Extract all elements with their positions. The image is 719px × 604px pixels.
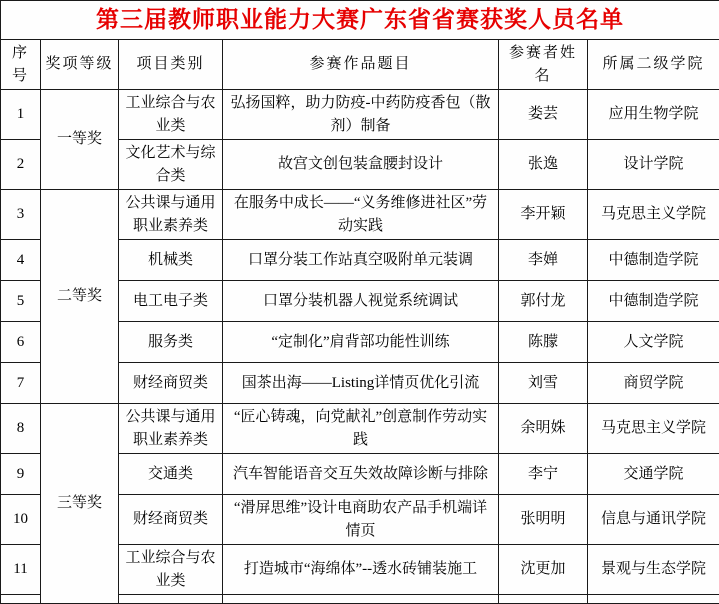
col-header-award-level: 奖项等级 — [41, 40, 119, 90]
cell-work-title: “滑屏思维”设计电商助农产品手机端详情页 — [223, 495, 499, 545]
cell-college-empty — [588, 595, 719, 604]
cell-name: 张明明 — [499, 495, 588, 545]
cell-work-title: 口罩分装工作站真空吸附单元装调 — [223, 240, 499, 281]
cell-category: 财经商贸类 — [119, 363, 223, 404]
cell-college: 设计学院 — [588, 140, 719, 190]
cell-work-title: 故宫文创包装盒腰封设计 — [223, 140, 499, 190]
cell-category-empty — [119, 595, 223, 604]
cell-award-third-prize: 三等奖 — [41, 404, 119, 604]
col-header-work-title: 参赛作品题目 — [223, 40, 499, 90]
cell-seq: 10 — [1, 495, 41, 545]
cell-category: 工业综合与农业类 — [119, 545, 223, 595]
cell-college: 交通学院 — [588, 454, 719, 495]
cell-category: 文化艺术与综合类 — [119, 140, 223, 190]
cell-seq: 1 — [1, 90, 41, 140]
cell-seq: 11 — [1, 545, 41, 595]
cell-category: 交通类 — [119, 454, 223, 495]
cell-seq: 2 — [1, 140, 41, 190]
cell-category: 公共课与通用职业素养类 — [119, 190, 223, 240]
cell-college: 人文学院 — [588, 322, 719, 363]
cell-college: 马克思主义学院 — [588, 404, 719, 454]
cell-work-title: “匠心铸魂，向党献礼”创意制作劳动实践 — [223, 404, 499, 454]
cell-seq-empty — [1, 595, 41, 604]
cell-college: 信息与通讯学院 — [588, 495, 719, 545]
cell-work-title: 弘扬国粹，助力防疫-中药防疫香包（散剂）制备 — [223, 90, 499, 140]
header-row — [1, 40, 719, 90]
cell-name: 刘雪 — [499, 363, 588, 404]
cell-work-title-empty — [223, 595, 499, 604]
cell-name: 张逸 — [499, 140, 588, 190]
cell-category: 机械类 — [119, 240, 223, 281]
cell-category: 工业综合与农业类 — [119, 90, 223, 140]
col-header-category: 项目类别 — [119, 40, 223, 90]
cell-category: 公共课与通用职业素养类 — [119, 404, 223, 454]
cell-name: 余明姝 — [499, 404, 588, 454]
cell-name: 沈更加 — [499, 545, 588, 595]
cell-seq: 8 — [1, 404, 41, 454]
cell-seq: 9 — [1, 454, 41, 495]
col-header-seq: 序号 — [1, 40, 41, 90]
title-row — [1, 1, 719, 40]
cell-seq: 6 — [1, 322, 41, 363]
cell-category: 财经商贸类 — [119, 495, 223, 545]
table-row — [1, 190, 719, 240]
cell-name: 陈朦 — [499, 322, 588, 363]
table-row — [1, 90, 719, 140]
cell-college: 景观与生态学院 — [588, 545, 719, 595]
cell-name: 李婵 — [499, 240, 588, 281]
cell-award-first-prize: 一等奖 — [41, 90, 119, 190]
cell-college: 应用生物学院 — [588, 90, 719, 140]
cell-name-empty — [499, 595, 588, 604]
table-row — [1, 404, 719, 454]
cell-work-title: 打造城市“海绵体”--透水砖铺装施工 — [223, 545, 499, 595]
cell-category: 服务类 — [119, 322, 223, 363]
cell-name: 李宁 — [499, 454, 588, 495]
col-header-college: 所属二级学院 — [588, 40, 719, 90]
cell-work-title: 在服务中成长——“义务维修进社区”劳动实践 — [223, 190, 499, 240]
cell-seq: 3 — [1, 190, 41, 240]
cell-work-title: 国茶出海——Listing详情页优化引流 — [223, 363, 499, 404]
cell-work-title: “定制化”肩背部功能性训练 — [223, 322, 499, 363]
cell-award-second-prize: 二等奖 — [41, 190, 119, 404]
cell-name: 娄芸 — [499, 90, 588, 140]
cell-seq: 7 — [1, 363, 41, 404]
cell-name: 李开颖 — [499, 190, 588, 240]
cell-name: 郭付龙 — [499, 281, 588, 322]
cell-college: 中德制造学院 — [588, 240, 719, 281]
cell-college: 马克思主义学院 — [588, 190, 719, 240]
cell-college: 中德制造学院 — [588, 281, 719, 322]
cell-work-title: 口罩分装机器人视觉系统调试 — [223, 281, 499, 322]
cell-work-title: 汽车智能语音交互失效故障诊断与排除 — [223, 454, 499, 495]
cell-category: 电工电子类 — [119, 281, 223, 322]
cell-seq: 5 — [1, 281, 41, 322]
col-header-contestant-name: 参赛者姓名 — [499, 40, 588, 90]
cell-college: 商贸学院 — [588, 363, 719, 404]
page-title: 第三届教师职业能力大赛广东省省赛获奖人员名单 — [1, 1, 719, 40]
cell-seq: 4 — [1, 240, 41, 281]
